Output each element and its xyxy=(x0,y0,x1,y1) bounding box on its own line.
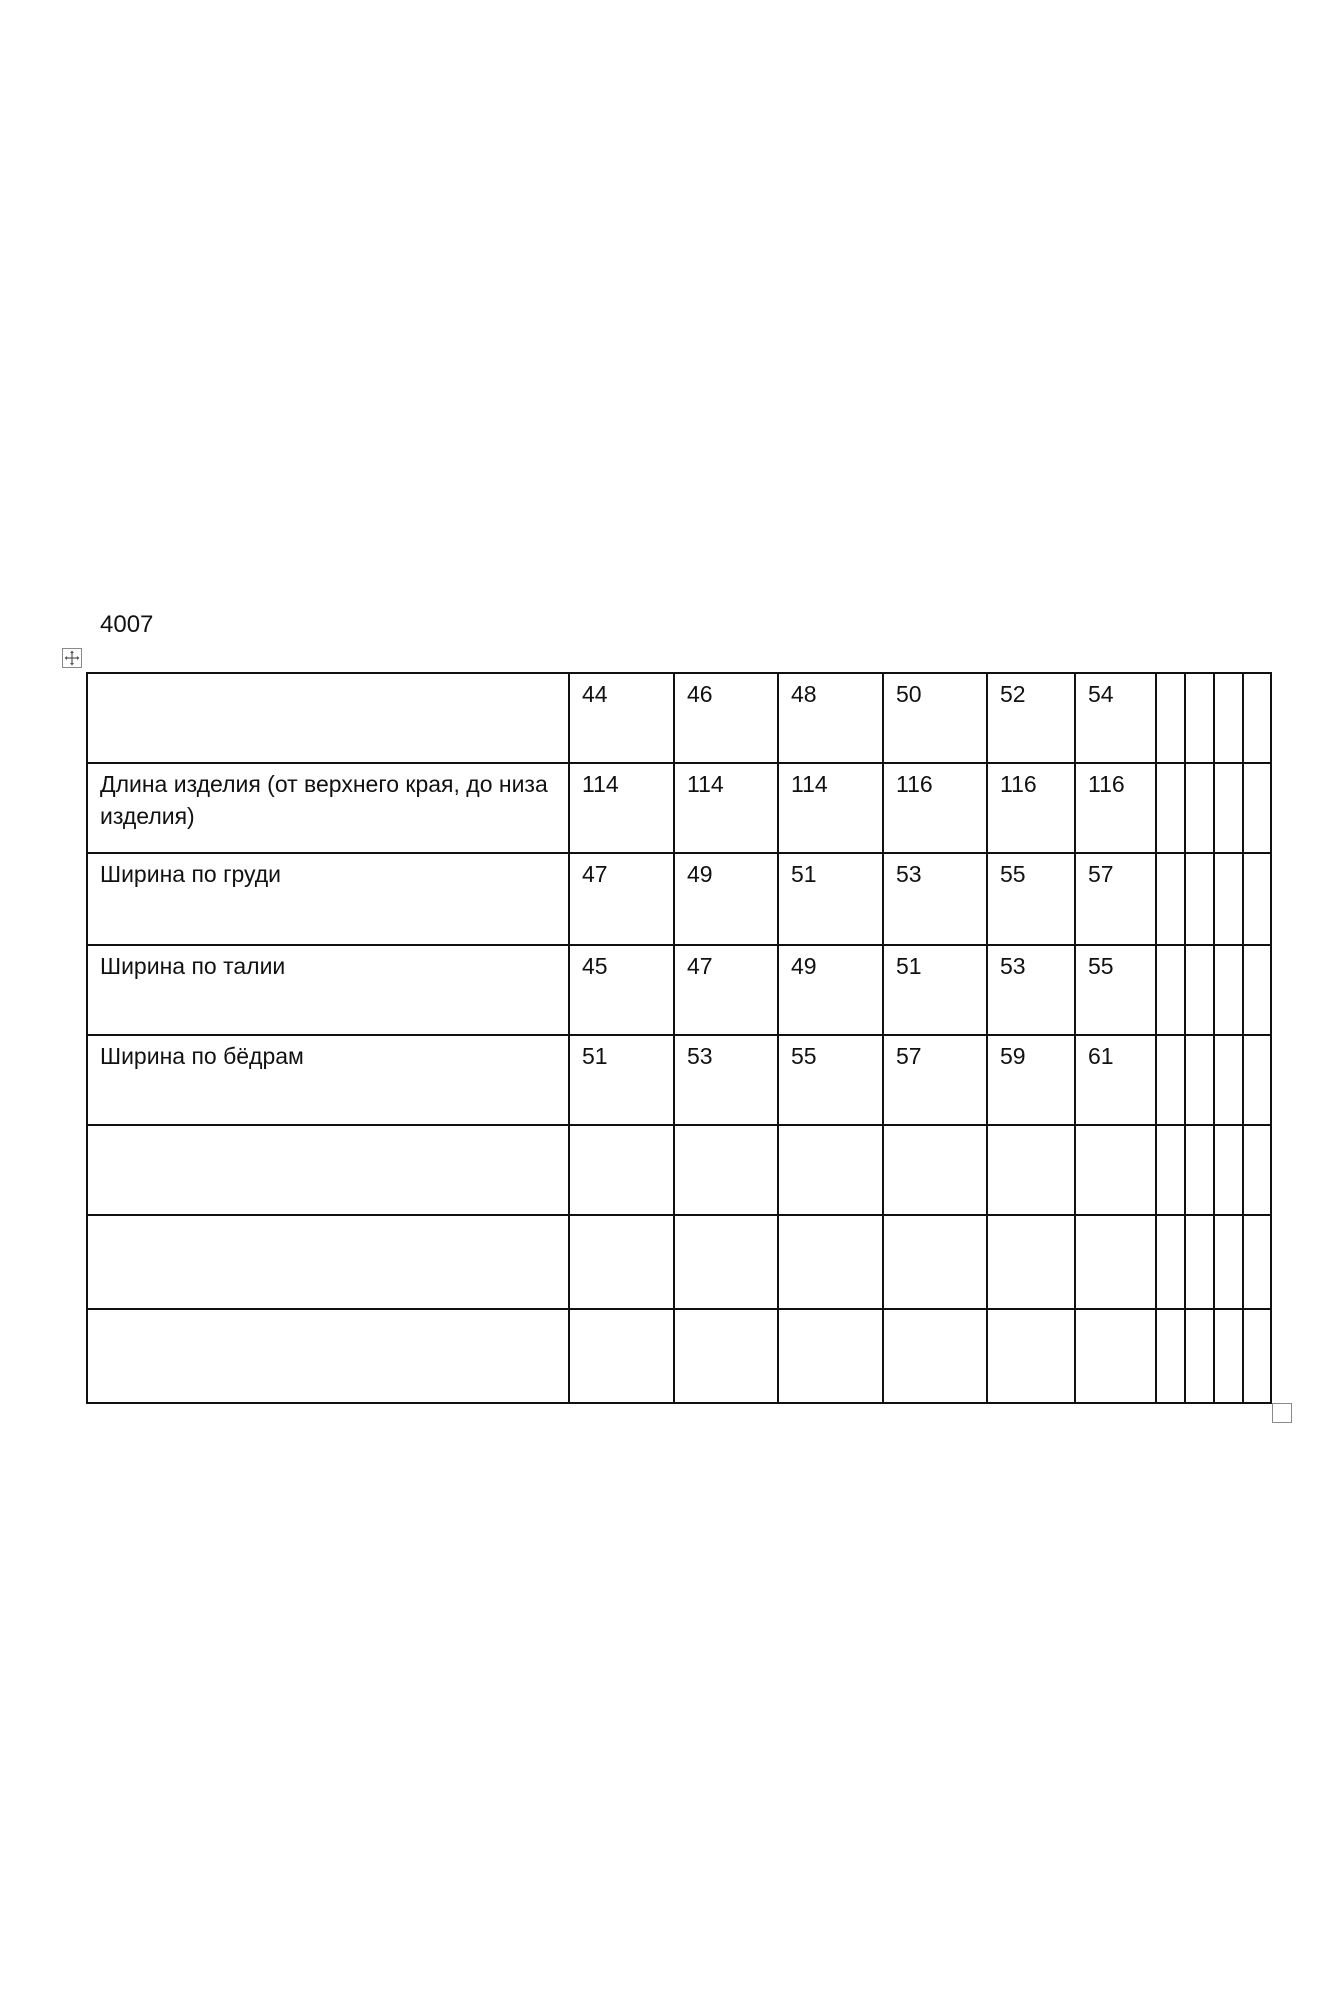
measurement-value-cell[interactable] xyxy=(1243,1035,1271,1125)
table-row xyxy=(87,1125,1271,1215)
measurement-value-cell[interactable] xyxy=(778,1215,883,1309)
measurement-value-cell[interactable]: 55 xyxy=(987,853,1075,945)
table-row xyxy=(87,763,1271,853)
measurement-value-cell[interactable] xyxy=(1243,945,1271,1035)
measurement-value-cell[interactable]: 116 xyxy=(987,763,1075,853)
measurement-value-cell[interactable] xyxy=(1075,1125,1156,1215)
measurement-value-cell[interactable]: 51 xyxy=(883,945,987,1035)
measurement-value-cell[interactable] xyxy=(1185,945,1214,1035)
measurement-value-cell[interactable] xyxy=(1214,1215,1243,1309)
measurement-value-cell[interactable] xyxy=(1214,1309,1243,1403)
measurement-value-cell[interactable] xyxy=(1185,763,1214,853)
measurement-value-cell[interactable] xyxy=(569,1215,674,1309)
measurement-value-cell[interactable] xyxy=(1243,1215,1271,1309)
measurement-value-cell[interactable]: 61 xyxy=(1075,1035,1156,1125)
table-row xyxy=(87,1215,1271,1309)
measurement-value-cell[interactable] xyxy=(1243,763,1271,853)
table-row xyxy=(87,1309,1271,1403)
size-header-cell[interactable]: 48 xyxy=(778,673,883,763)
measurement-value-cell[interactable] xyxy=(987,1309,1075,1403)
size-header-cell[interactable]: 50 xyxy=(883,673,987,763)
measurement-value-cell[interactable]: 51 xyxy=(569,1035,674,1125)
measurement-value-cell[interactable] xyxy=(1214,1035,1243,1125)
measurement-value-cell[interactable] xyxy=(883,1125,987,1215)
measurement-value-cell[interactable] xyxy=(1214,763,1243,853)
measurement-value-cell[interactable] xyxy=(778,1309,883,1403)
measurement-value-cell[interactable] xyxy=(1156,945,1185,1035)
measurement-value-cell[interactable] xyxy=(1156,763,1185,853)
document-title: 4007 xyxy=(100,611,154,638)
measurement-value-cell[interactable]: 114 xyxy=(569,763,674,853)
measurement-value-cell[interactable]: 49 xyxy=(674,853,778,945)
size-header-cell[interactable]: 54 xyxy=(1075,673,1156,763)
measurement-value-cell[interactable] xyxy=(1185,1125,1214,1215)
measurement-value-cell[interactable]: 59 xyxy=(987,1035,1075,1125)
measurement-value-cell[interactable] xyxy=(987,1125,1075,1215)
size-header-cell[interactable] xyxy=(1243,673,1271,763)
measurement-value-cell[interactable] xyxy=(1156,1035,1185,1125)
measurement-value-cell[interactable] xyxy=(1185,1035,1214,1125)
measurement-value-cell[interactable] xyxy=(883,1309,987,1403)
measurement-label-cell[interactable]: Длина изделия (от верхнего края, до низа изделия) xyxy=(87,763,569,853)
measurement-value-cell[interactable]: 57 xyxy=(1075,853,1156,945)
measurement-value-cell[interactable] xyxy=(1214,945,1243,1035)
measurement-label-cell[interactable] xyxy=(87,1309,569,1403)
measurement-value-cell[interactable]: 53 xyxy=(674,1035,778,1125)
measurement-value-cell[interactable]: 116 xyxy=(1075,763,1156,853)
measurement-value-cell[interactable] xyxy=(1243,1309,1271,1403)
measurement-value-cell[interactable] xyxy=(1075,1309,1156,1403)
measurement-value-cell[interactable] xyxy=(1156,1309,1185,1403)
measurement-value-cell[interactable]: 116 xyxy=(883,763,987,853)
measurement-value-cell[interactable] xyxy=(1075,1215,1156,1309)
measurement-value-cell[interactable] xyxy=(674,1125,778,1215)
measurement-value-cell[interactable] xyxy=(1185,853,1214,945)
measurement-value-cell[interactable] xyxy=(778,1125,883,1215)
measurement-value-cell[interactable]: 45 xyxy=(569,945,674,1035)
measurement-value-cell[interactable] xyxy=(883,1215,987,1309)
measurement-value-cell[interactable] xyxy=(1214,853,1243,945)
measurement-label-cell[interactable]: Ширина по груди xyxy=(87,853,569,945)
measurement-value-cell[interactable]: 114 xyxy=(674,763,778,853)
table-header-row xyxy=(87,673,1271,763)
measurement-value-cell[interactable] xyxy=(1243,1125,1271,1215)
size-table xyxy=(86,672,1272,1404)
size-header-cell[interactable] xyxy=(1156,673,1185,763)
measurement-value-cell[interactable] xyxy=(1214,1125,1243,1215)
table-move-handle-icon[interactable] xyxy=(62,648,82,668)
size-header-cell[interactable]: 46 xyxy=(674,673,778,763)
measurement-value-cell[interactable]: 114 xyxy=(778,763,883,853)
measurement-value-cell[interactable]: 47 xyxy=(674,945,778,1035)
measurement-label-cell[interactable]: Ширина по бёдрам xyxy=(87,1035,569,1125)
measurement-value-cell[interactable] xyxy=(1156,853,1185,945)
measurement-value-cell[interactable]: 49 xyxy=(778,945,883,1035)
measurement-value-cell[interactable] xyxy=(1156,1125,1185,1215)
size-header-cell[interactable] xyxy=(1185,673,1214,763)
size-header-cell[interactable] xyxy=(1214,673,1243,763)
table-row xyxy=(87,945,1271,1035)
measurement-value-cell[interactable]: 55 xyxy=(778,1035,883,1125)
measurement-label-cell[interactable] xyxy=(87,1125,569,1215)
measurement-value-cell[interactable] xyxy=(674,1309,778,1403)
measurement-label-cell[interactable] xyxy=(87,1215,569,1309)
measurement-value-cell[interactable]: 53 xyxy=(987,945,1075,1035)
size-header-cell[interactable]: 44 xyxy=(569,673,674,763)
measurement-value-cell[interactable] xyxy=(569,1125,674,1215)
measurement-value-cell[interactable] xyxy=(1243,853,1271,945)
measurement-value-cell[interactable] xyxy=(1156,1215,1185,1309)
table-row xyxy=(87,1035,1271,1125)
measurement-value-cell[interactable] xyxy=(987,1215,1075,1309)
size-header-cell[interactable]: 52 xyxy=(987,673,1075,763)
header-corner-cell[interactable] xyxy=(87,673,569,763)
measurement-value-cell[interactable] xyxy=(1185,1309,1214,1403)
table-resize-handle[interactable] xyxy=(1272,1403,1292,1423)
measurement-value-cell[interactable]: 51 xyxy=(778,853,883,945)
table-row xyxy=(87,853,1271,945)
measurement-value-cell[interactable]: 47 xyxy=(569,853,674,945)
measurement-value-cell[interactable]: 57 xyxy=(883,1035,987,1125)
measurement-label-cell[interactable]: Ширина по талии xyxy=(87,945,569,1035)
measurement-value-cell[interactable]: 55 xyxy=(1075,945,1156,1035)
measurement-value-cell[interactable]: 53 xyxy=(883,853,987,945)
measurement-value-cell[interactable] xyxy=(1185,1215,1214,1309)
measurement-value-cell[interactable] xyxy=(569,1309,674,1403)
measurement-value-cell[interactable] xyxy=(674,1215,778,1309)
